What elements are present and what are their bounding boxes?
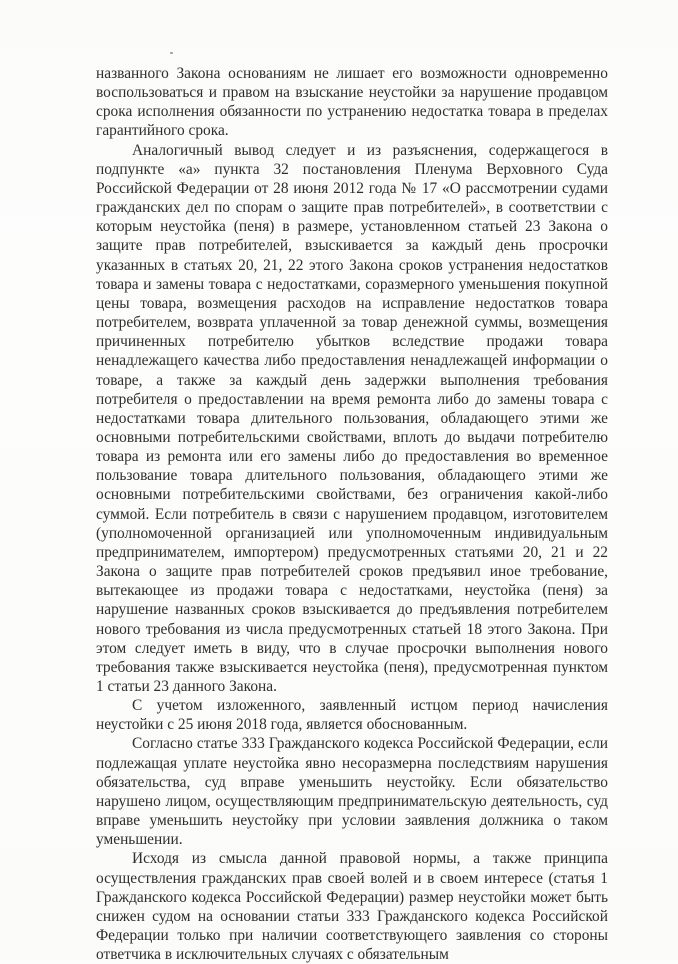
paragraph-continuation: названного Закона основаниям не лишает его возможности одновременно воспользоваться и правом на взыскание неустойки за нарушение продавцом срока исполнения обязанности по устранению недостатка товара в пределах гарантийного срока.	[96, 65, 608, 140]
paragraph-legal-norm: Исходя из смысла данной правовой нормы, а также принципа осуществления гражданских прав своей волей и в своем интересе (статья 1 Гражданского кодекса Российской Федерации) размер неустойки может быть снижен судом на основании статьи 333 Гражданского кодекса Российской Федерации только при наличии соответствующего заявления со стороны ответчика в исключительных случаях с обязательным	[96, 850, 608, 964]
document-body	[96, 64, 608, 964]
paragraph-plenum-explanation: Аналогичный вывод следует и из разъяснения, содержащегося в подпункте «а» пункта 32 постановления Пленума Верховного Суда Российской Федерации от 28 июня 2012 года № 17 «О рассмотрении судами гражданских дел по спорам о защите прав потребителей», в соответствии с которым неустойка (пеня) в размере, установленном статьей 23 Закона о защите прав потребителей, взыскивается за каждый день просрочки указанных в статьях 20, 21, 22 этого Закона сроков устранения недостатков товара и замены товара с недостатками, соразмерного уменьшения покупной цены товара, возмещения расходов на исправление недостатков товара потребителем, возврата уплаченной за товар денежной суммы, возмещения причиненных потребителю убытков вследствие продажи товара ненадлежащего качества либо предоставления ненадлежащей информации о товаре, а также за каждый день задержки выполнения требования потребителя о предоставлении на время ремонта либо до замены товара с недостатками товара длительного пользования, обладающего этими же основными потребительскими свойствами, вплоть до выдачи потребителю товара из ремонта или его замены либо до предоставления во временное пользование товара длительного пользования, обладающего этими же основными потребительскими свойствами, без ограничения какой-либо суммой. Если потребитель в связи с нарушением продавцом, изготовителем (уполномоченной организацией или уполномоченным индивидуальным предпринимателем, импортером) предусмотренных статьями 20, 21 и 22 Закона о защите прав потребителей сроков предъявил иное требование, вытекающее из продажи товара с недостатками, неустойка (пеня) за нарушение названных сроков взыскивается до предъявления потребителем нового требования из числа предусмотренных статьей 18 этого Закона. При этом следует иметь в виду, что в случае просрочки выполнения нового требования также взыскивается неустойка (пеня), предусмотренная пунктом 1 статьи 23 данного Закона.	[96, 141, 608, 695]
paragraph-article-333: Согласно статье 333 Гражданского кодекса Российской Федерации, если подлежащая уплате неустойка явно несоразмерна последствиям нарушения обязательства, суд вправе уменьшить неустойку. Если обязательство нарушено лицом, осуществляющим предпринимательскую деятельность, суд вправе уменьшить неустойку при условии заявления должника о таком уменьшении.	[96, 735, 608, 849]
paragraph-penalty-period: С учетом изложенного, заявленный истцом период начисления неустойки с 25 июня 2018 года, является обоснованным.	[96, 697, 608, 734]
scan-speck	[170, 52, 173, 54]
